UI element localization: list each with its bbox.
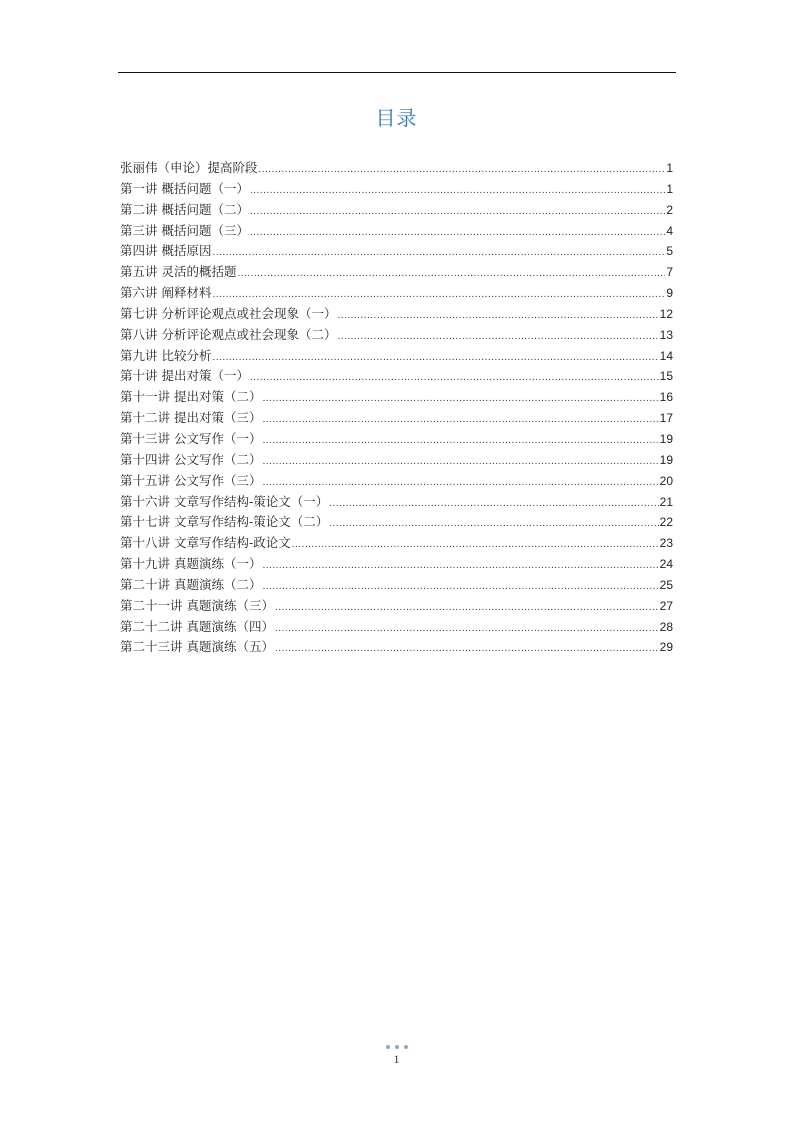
- dot-leader: [237, 264, 665, 285]
- toc-entry[interactable]: [120, 450, 673, 471]
- dot-leader: [275, 598, 659, 619]
- toc-entry-label: 第十三讲 公文写作（一）: [120, 430, 262, 446]
- toc-entry-label: 第二十二讲 真题演练（四）: [120, 618, 274, 634]
- toc-entry[interactable]: [120, 575, 673, 596]
- toc-entry-label: 第二讲 概括问题（二）: [120, 201, 249, 217]
- toc-entry[interactable]: [120, 492, 673, 513]
- dot-leader: [212, 348, 658, 369]
- toc-entry-page: 17: [659, 411, 673, 426]
- toc-entry-label: 第七讲 分析评论观点或社会现象（一）: [120, 305, 337, 321]
- toc-entry[interactable]: [120, 429, 673, 450]
- toc-entry[interactable]: [120, 158, 673, 179]
- toc-entry-label: 第九讲 比较分析: [120, 347, 212, 363]
- dot: [404, 1045, 408, 1049]
- toc-entry[interactable]: [120, 387, 673, 408]
- dot-leader: [262, 431, 658, 452]
- toc-entry-label: 第六讲 阐释材料: [120, 285, 212, 301]
- toc-entry-page: 24: [659, 557, 673, 572]
- dot-leader: [275, 639, 659, 660]
- toc-entry-label: 第三讲 概括问题（三）: [120, 222, 249, 238]
- toc-entry-page: 1: [666, 181, 673, 196]
- toc-entry-page: 7: [666, 265, 673, 280]
- toc-entry-page: 5: [666, 244, 673, 259]
- dot-leader: [250, 181, 665, 202]
- toc-entry-page: 9: [666, 286, 673, 301]
- dot-leader: [250, 368, 659, 389]
- toc-entry[interactable]: [120, 617, 673, 638]
- toc-entry-label: 第十五讲 公文写作（三）: [120, 472, 262, 488]
- toc-entry[interactable]: [120, 179, 673, 200]
- dot-leader: [212, 243, 665, 264]
- toc-entry-page: 25: [659, 577, 673, 592]
- toc-entry[interactable]: [120, 366, 673, 387]
- toc-entry[interactable]: [120, 596, 673, 617]
- toc-entry-label: 第二十讲 真题演练（二）: [120, 576, 262, 592]
- toc-entry[interactable]: [120, 512, 673, 533]
- toc-entry-label: 第十讲 提出对策（一）: [120, 368, 249, 384]
- header-rule: [118, 72, 676, 73]
- toc-entry-page: 1: [666, 161, 673, 175]
- toc-title: 目录: [375, 106, 418, 130]
- dot-leader: [275, 619, 659, 640]
- toc-entry-label: 第十四讲 公文写作（二）: [120, 451, 262, 467]
- toc-entry-label: 第十一讲 提出对策（二）: [120, 389, 262, 405]
- toc-entry-label: 第二十一讲 真题演练（三）: [120, 597, 274, 613]
- dot-leader: [329, 514, 658, 535]
- toc-entry-label: 第十六讲 文章写作结构-策论文（一）: [120, 493, 329, 509]
- toc-entry[interactable]: [120, 533, 673, 554]
- dot-leader: [262, 556, 658, 577]
- toc-entry-label: 第一讲 概括问题（一）: [120, 180, 249, 196]
- toc-entry[interactable]: [120, 221, 673, 242]
- dot-leader: [337, 327, 658, 348]
- dot-leader: [262, 410, 658, 431]
- toc-entry[interactable]: [120, 200, 673, 221]
- toc-entry[interactable]: [120, 325, 673, 346]
- toc-entry-label: 第十八讲 文章写作结构-政论文: [120, 535, 291, 551]
- toc-entry[interactable]: [120, 304, 673, 325]
- toc-entry[interactable]: [120, 637, 673, 658]
- dot-leader: [262, 389, 658, 410]
- toc-entry-label: 第十九讲 真题演练（一）: [120, 556, 262, 572]
- toc-entry[interactable]: [120, 471, 673, 492]
- table-of-contents: [120, 158, 673, 658]
- dot-leader: [329, 494, 658, 515]
- toc-entry-page: 21: [659, 494, 673, 509]
- toc-entry-page: 19: [659, 452, 673, 467]
- toc-entry-page: 28: [659, 619, 673, 634]
- toc-entry-label: 第十二讲 提出对策（三）: [120, 410, 262, 426]
- toc-entry-page: 13: [659, 327, 673, 342]
- toc-entry-label: 第二十三讲 真题演练（五）: [120, 639, 274, 655]
- toc-entry[interactable]: [120, 346, 673, 367]
- toc-entry-label: 第八讲 分析评论观点或社会现象（二）: [120, 326, 337, 342]
- toc-entry-page: 22: [659, 515, 673, 530]
- toc-entry-page: 27: [659, 598, 673, 613]
- toc-entry-page: 19: [659, 431, 673, 446]
- dot-leader: [292, 535, 659, 556]
- dot: [386, 1045, 390, 1049]
- dot: [395, 1045, 399, 1049]
- dot-leader: [262, 473, 658, 494]
- toc-entry-page: 16: [659, 390, 673, 405]
- toc-entry-page: 12: [659, 306, 673, 321]
- dot-leader: [262, 577, 658, 598]
- toc-entry-page: 2: [666, 202, 673, 217]
- toc-entry[interactable]: [120, 262, 673, 283]
- toc-entry-page: 23: [659, 536, 673, 551]
- page-number: 1: [393, 1052, 400, 1066]
- toc-entry-label: 第五讲 灵活的概括题: [120, 264, 237, 280]
- toc-entry-page: 15: [659, 369, 673, 384]
- toc-entry-page: 20: [659, 473, 673, 488]
- toc-entry-label: 张丽伟（申论）提高阶段: [120, 160, 258, 175]
- toc-entry-label: 第十七讲 文章写作结构-策论文（二）: [120, 514, 329, 530]
- toc-entry-page: 4: [666, 223, 673, 238]
- toc-entry[interactable]: [120, 283, 673, 304]
- dot-leader: [259, 160, 666, 181]
- toc-entry-page: 14: [659, 348, 673, 363]
- toc-entry[interactable]: [120, 408, 673, 429]
- page-footer: [0, 1043, 793, 1067]
- toc-entry-page: 29: [659, 640, 673, 655]
- toc-entry-label: 第四讲 概括原因: [120, 243, 212, 259]
- dot-leader: [212, 285, 665, 306]
- dot-leader: [262, 452, 658, 473]
- dot-leader: [250, 223, 665, 244]
- three-dots-icon: [0, 1043, 793, 1051]
- dot-leader: [250, 202, 665, 223]
- toc-entry[interactable]: [120, 241, 673, 262]
- toc-entry[interactable]: [120, 554, 673, 575]
- dot-leader: [337, 306, 658, 327]
